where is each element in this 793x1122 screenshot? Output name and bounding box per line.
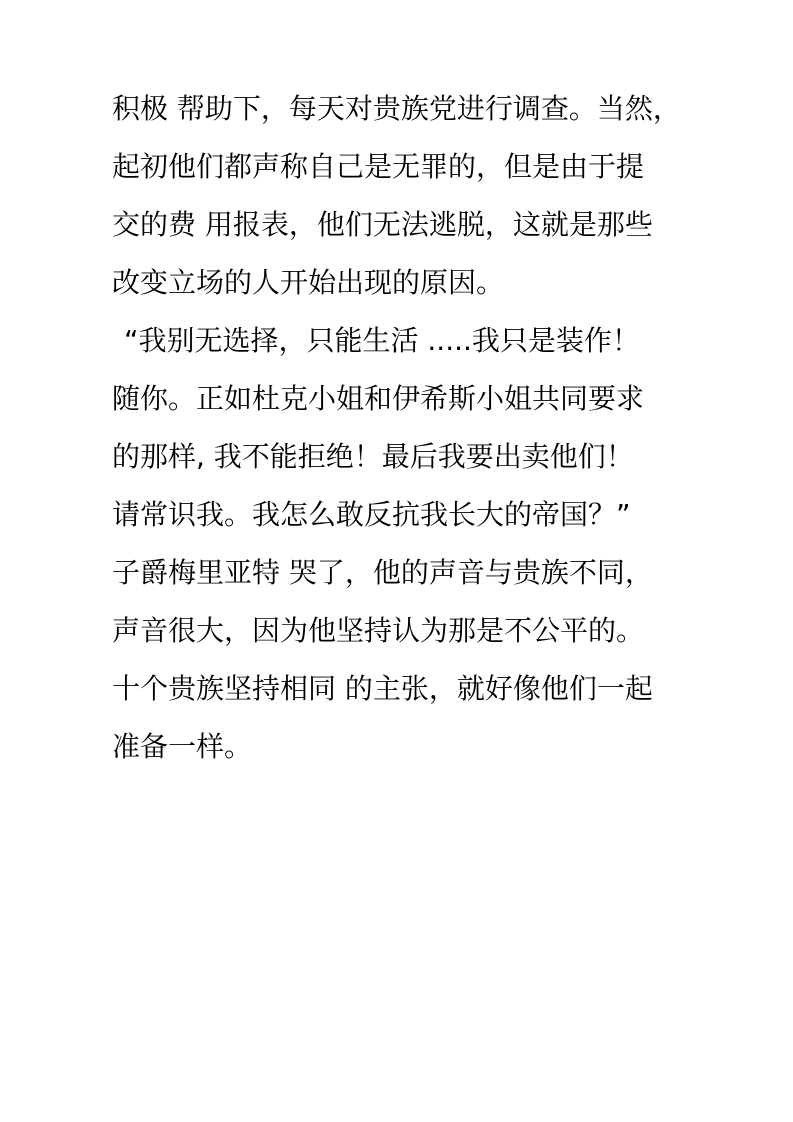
text-line-10: 声音很大，因为他坚持认为那是不公平的。 — [112, 614, 645, 647]
text-line-3: 交的费 用报表，他们无法逃脱，这就是那些 — [112, 208, 653, 241]
text-line-12: 准备一样。 — [112, 730, 253, 763]
body-text — [112, 80, 712, 776]
text-line-7: 的那样, 我不能拒绝！最后我要出卖他们！ — [112, 440, 634, 473]
text-line-2: 起初他们都声称自己是无罪的，但是由于提 — [112, 150, 645, 183]
text-line-4: 改变立场的人开始出现的原因。 — [112, 266, 505, 299]
text-line-8: 请常识我。我怎么敢反抗我长大的帝国？” — [112, 498, 631, 531]
text-line-6: 随你。正如杜克小姐和伊希斯小姐共同要求 — [112, 382, 645, 415]
text-line-1: 积极 帮助下，每天对贵族党进行调查。当然， — [112, 92, 681, 125]
text-line-9: 子爵梅里亚特 哭了，他的声音与贵族不同， — [112, 556, 653, 589]
text-line-5: “我别无选择，只能生活 .....我只是装作！ — [124, 324, 640, 357]
text-line-11: 十个贵族坚持相同 的主张，就好像他们一起 — [112, 672, 653, 705]
